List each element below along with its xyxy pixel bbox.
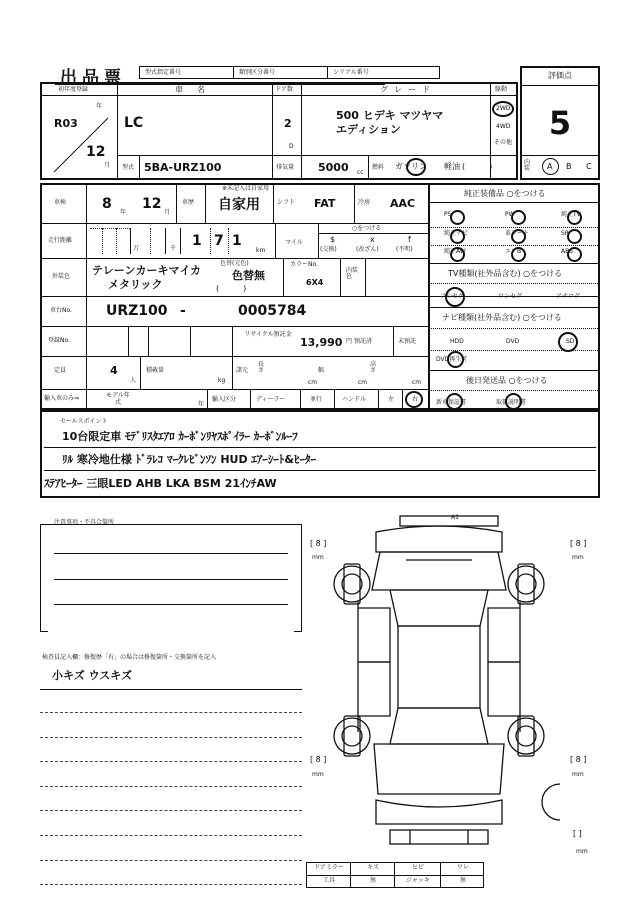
- model-label: 型式: [122, 164, 135, 171]
- navi-hdd: HDD: [450, 338, 464, 345]
- history-value: 自家用: [218, 197, 260, 213]
- displacement-label: 排気量: [276, 164, 295, 171]
- equipment-abs-circle: [567, 247, 582, 262]
- sales-line2: ﾘﾙ 寒冷地仕様 ﾄﾞﾗﾚｺ ﾏｰｸﾚﾋﾞﾝｿﾝ HUD ｴｱｰｼｰﾄ&ﾋｰﾀｰ: [62, 453, 317, 466]
- equipment-oem-navi-circle: [450, 229, 465, 244]
- interior-b: B: [566, 162, 572, 171]
- tire-front-left: [334, 566, 370, 602]
- history-note: ※未記入は自家用: [222, 185, 270, 192]
- equipment-abs: ABS: [561, 248, 573, 255]
- diagram-top-mark: A1: [451, 514, 459, 521]
- color-label: 外装色: [52, 273, 71, 280]
- tread-rear-left: [ 8 ]: [310, 755, 327, 764]
- ac-value: AAC: [390, 197, 416, 210]
- insp-year-unit: 年: [120, 209, 127, 216]
- navi-sd-circle: [558, 332, 578, 352]
- inspector-text: 小キズ ウスキズ: [52, 669, 133, 682]
- recycle-label: リサイクル預託金: [244, 331, 292, 338]
- equipment-title: 純正装備品 ○をつける: [464, 189, 546, 198]
- reg-label: 登録No.: [48, 337, 70, 344]
- tread-rear-right-unit: mm: [572, 771, 584, 778]
- class-box: [233, 66, 328, 79]
- equipment-leather-seat: 革シート: [505, 230, 530, 237]
- tread-front-left: [ 8 ]: [310, 539, 327, 548]
- recolor-value: 色替無: [232, 269, 265, 282]
- legend-header-door-mirror: ドアミラー: [314, 864, 344, 871]
- trunk: [374, 744, 504, 794]
- recolor-paren: ( ): [216, 284, 247, 293]
- fuel-circle: [406, 158, 426, 176]
- equipment-pw-circle: [511, 210, 526, 225]
- equipment-oem-navi: 純正ナビ: [444, 230, 469, 237]
- dvd-circle: [447, 351, 464, 368]
- mile-label: マイル: [285, 239, 303, 246]
- recycle-not-deposited: 未預託: [398, 338, 417, 345]
- inspection-year: 8: [102, 196, 112, 212]
- navi-sd: SD: [566, 338, 575, 345]
- year-unit: 年: [96, 103, 103, 110]
- later-manual-circle: [505, 393, 522, 410]
- interior-box: [520, 155, 600, 180]
- recycle-deposited: 預託済: [354, 338, 373, 345]
- meter-opt-unknown-label: (不明): [396, 246, 413, 253]
- meter-opt-tamper-label: (改ざん): [356, 246, 379, 253]
- first-reg-month: 12: [86, 144, 106, 160]
- car-diagram: [318, 512, 560, 862]
- hood-outline: [372, 552, 506, 590]
- cc-unit: cc: [357, 169, 364, 176]
- drive-4wd: 4WD: [496, 123, 511, 130]
- load-unit: kg: [218, 377, 226, 384]
- fender-front-left: [344, 564, 360, 604]
- fuel-label: 燃料: [372, 164, 385, 171]
- fuel-diesel: 軽油: [444, 162, 460, 171]
- drive-2wd: 2WD: [496, 105, 511, 112]
- model-year-unit: 年: [198, 401, 205, 408]
- left-rear-door: [358, 662, 390, 716]
- grade-label: グレード: [380, 85, 436, 94]
- later-warranty-circle: [446, 393, 463, 410]
- ac-label: 冷房: [358, 199, 371, 206]
- recolor-label: 色替(元色): [220, 260, 249, 267]
- tread-spare: [ ]: [573, 829, 582, 838]
- type-cert-label: 型式指定番号: [145, 69, 182, 76]
- meter-opt-exchange: $: [330, 235, 336, 244]
- odo-digit-3: 1: [232, 233, 242, 249]
- later-manual: 取扱説明書: [496, 399, 527, 406]
- chassis-label: 車台No.: [50, 307, 72, 314]
- grade-line2: エディション: [336, 123, 401, 136]
- equipment-airbag: エアB: [505, 248, 522, 255]
- man-unit: 万: [133, 245, 140, 252]
- interior-label: 内装: [524, 159, 531, 172]
- km-unit: km: [256, 247, 266, 254]
- import-parallel: 並行: [310, 396, 323, 403]
- odo-digit-2: 7: [214, 233, 224, 249]
- chassis-number: 0005784: [238, 303, 307, 319]
- legend-value-tools: 工具: [322, 877, 335, 884]
- mileage-label: 走行距離: [48, 237, 73, 244]
- inspector-line: [40, 810, 302, 811]
- doors-suffix: D: [289, 143, 294, 150]
- wid-unit: cm: [358, 379, 368, 386]
- import-dealer: ディーラー: [256, 396, 286, 403]
- rear-window: [390, 708, 488, 744]
- equipment-airbag-circle: [511, 247, 526, 262]
- equipment-ps-circle: [450, 210, 465, 225]
- later-title: 後日発送品 ○をつける: [466, 376, 548, 385]
- legend-value-break-value: 無: [459, 877, 466, 884]
- caution-label: 注意事項・不具合箇所: [54, 519, 115, 526]
- legend-header-crack: ヒビ: [411, 864, 424, 871]
- interior-c: C: [586, 162, 592, 171]
- right-rear-door: [488, 662, 520, 716]
- hgt-label: 高さ: [370, 361, 377, 374]
- car-name-value: LC: [124, 115, 144, 131]
- rear-bumper: [376, 800, 502, 824]
- inspector-line: [40, 786, 302, 787]
- color-no-value: 6X4: [306, 278, 324, 287]
- import-label: 輸入車のみ⇒: [44, 395, 80, 402]
- equipment-oem-aw-circle: [450, 247, 465, 262]
- legend-header-break: ワレ: [456, 864, 469, 871]
- equipment-leather-seat-circle: [511, 229, 526, 244]
- sales-line3: ｽﾃｱﾋｰﾀｰ 三眼LED AHB LKA BSM 21ｲﾝﾁAW: [44, 477, 277, 490]
- shift-label: シフト: [277, 199, 296, 206]
- equipment-pw: PW: [505, 211, 515, 218]
- import-type-label: 輸入区分: [212, 396, 237, 403]
- len-label: 長さ: [258, 361, 265, 374]
- rear-panel: [390, 830, 488, 844]
- class-label: 類別区分番号: [239, 69, 276, 76]
- inspection-month: 12: [142, 196, 162, 212]
- sales-label: セールスポイント: [60, 418, 108, 425]
- dims-label: 諸元: [236, 367, 249, 374]
- tread-front-right: [ 8 ]: [570, 539, 587, 548]
- caution-box: [40, 524, 300, 632]
- model-value: 5BA-URZ100: [144, 161, 222, 174]
- inspection-label: 車検: [54, 199, 67, 206]
- capacity-unit: 人: [130, 377, 137, 384]
- wheel-rear-left: [342, 726, 362, 746]
- capacity-value: 4: [110, 364, 118, 377]
- len-unit: cm: [308, 379, 318, 386]
- tv-oneseg: ワンセグ: [498, 293, 523, 300]
- wid-label: 幅: [318, 367, 325, 374]
- navi-dvd: DVD: [506, 338, 520, 345]
- car-name-label: 車名: [175, 85, 219, 94]
- first-reg-era: R03: [54, 117, 78, 130]
- tread-rear-left-unit: mm: [312, 771, 324, 778]
- insp-month-unit: 月: [164, 209, 171, 216]
- right-front-door: [488, 608, 520, 662]
- inspector-line: [40, 884, 302, 885]
- type-cert-box: [139, 66, 234, 79]
- inspector-line: [40, 835, 302, 836]
- fender-front-right: [518, 564, 534, 604]
- tv-title: TV種類(社外品含む) ○をつける: [448, 269, 563, 278]
- month-unit: 月: [104, 162, 111, 169]
- color-no-label: カラーNo.: [290, 261, 318, 268]
- handle-right: 右: [412, 396, 419, 403]
- color-line1: テレーンカーキマイカ: [92, 264, 202, 277]
- recycle-value: 13,990: [300, 336, 343, 349]
- interior-color-label: 内装色: [346, 267, 359, 280]
- fuel-gasoline: ガソリン: [395, 162, 427, 171]
- tread-front-right-unit: mm: [572, 554, 584, 561]
- dvd-playable: DVD再生可: [436, 356, 468, 363]
- wheel-front-right: [516, 574, 536, 594]
- sen-unit: 千: [170, 245, 177, 252]
- legend-header-scratch: キズ: [367, 864, 379, 871]
- drive-label: 駆動: [495, 86, 508, 93]
- left-front-door: [358, 608, 390, 662]
- front-bumper-marker: [400, 516, 498, 526]
- wheel-rear-right: [516, 726, 536, 746]
- circle-note: ○をつける: [352, 225, 382, 232]
- equipment-oem-tv-circle: [567, 210, 582, 225]
- tire-rear-left: [334, 718, 370, 754]
- drive-circle: [492, 101, 514, 117]
- sales-line1: 10台限定車 ﾓﾃﾞﾘｽﾀｴｱﾛ ｶｰﾎﾞﾝﾘﾔｽﾎﾟｲﾗｰ ｶｰﾎﾞﾝﾙｰﾌ: [62, 430, 298, 443]
- handle-circle: [405, 391, 423, 408]
- hgt-unit: cm: [412, 379, 422, 386]
- sheet-title: 出品票: [60, 68, 126, 88]
- recycle-yen: 円: [346, 338, 353, 345]
- tv-fullseg: フルセグ: [440, 293, 464, 300]
- roof: [398, 626, 480, 708]
- inspector-line: [40, 761, 302, 762]
- displacement-value: 5000: [318, 161, 349, 174]
- grade-line1: 500 ヒデキ マツヤマ: [336, 109, 444, 122]
- fuel-paren: ( ): [462, 162, 493, 171]
- serial-label: シリアル番号: [333, 69, 369, 76]
- doors-value: 2: [284, 117, 292, 130]
- equipment-oem-tv: 純正TV: [561, 211, 581, 218]
- equipment-oem-aw: 純正AW: [444, 248, 466, 255]
- equipment-sunroof-circle: [567, 229, 582, 244]
- meter-opt-tamper: x: [370, 235, 375, 244]
- tread-rear-right: [ 8 ]: [570, 755, 587, 764]
- score-value: 5: [548, 104, 572, 142]
- model-year-label: モデル年式: [106, 392, 130, 407]
- tread-front-left-unit: mm: [312, 554, 324, 561]
- drive-other: その他: [494, 139, 513, 146]
- tv-analog: アナログ: [556, 293, 581, 300]
- equipment-ps: PS: [444, 211, 452, 218]
- later-warranty: 新車保証書: [436, 399, 467, 406]
- spare-tire: [542, 784, 560, 820]
- front-bumper: [376, 526, 502, 552]
- chassis-prefix: URZ100: [106, 303, 168, 319]
- legend-value-scratch-value: 無: [369, 877, 376, 884]
- color-line2: メタリック: [108, 278, 163, 291]
- handle-label: ハンドル: [342, 396, 367, 403]
- navi-title: ナビ種類(社外品含む) ○をつける: [442, 313, 562, 322]
- serial-box: [327, 66, 440, 79]
- meter-opt-exchange-label: (交換): [320, 246, 337, 253]
- inspector-label: 検査員記入欄：修復歴「有」の場合は修復箇所・交換箇所を記入: [42, 654, 217, 661]
- odo-digit-1: 1: [192, 233, 202, 249]
- tire-rear-right: [508, 718, 544, 754]
- score-label: 評価点: [548, 71, 572, 80]
- load-label: 積載量: [146, 367, 165, 374]
- history-label: 車歴: [182, 199, 195, 206]
- legend-value-jack: ジャッキ: [406, 877, 430, 884]
- windshield: [390, 590, 488, 626]
- handle-left: 左: [388, 396, 395, 403]
- first-reg-label: 初年度登録: [58, 86, 89, 93]
- interior-a: A: [547, 162, 553, 171]
- shift-value: FAT: [314, 197, 336, 210]
- inspector-line: [40, 737, 302, 738]
- inspector-line: [40, 712, 302, 713]
- inspector-line: [40, 860, 302, 861]
- tv-fullseg-circle: [445, 287, 465, 307]
- doors-label: ドア数: [275, 86, 293, 93]
- chassis-dash: -: [180, 303, 186, 319]
- tire-front-right: [508, 566, 544, 602]
- meter-opt-unknown: f: [408, 235, 411, 244]
- equipment-sunroof: SR: [561, 230, 569, 237]
- wheel-front-left: [342, 574, 362, 594]
- tread-spare-unit: mm: [576, 848, 588, 855]
- capacity-label: 定員: [54, 367, 67, 374]
